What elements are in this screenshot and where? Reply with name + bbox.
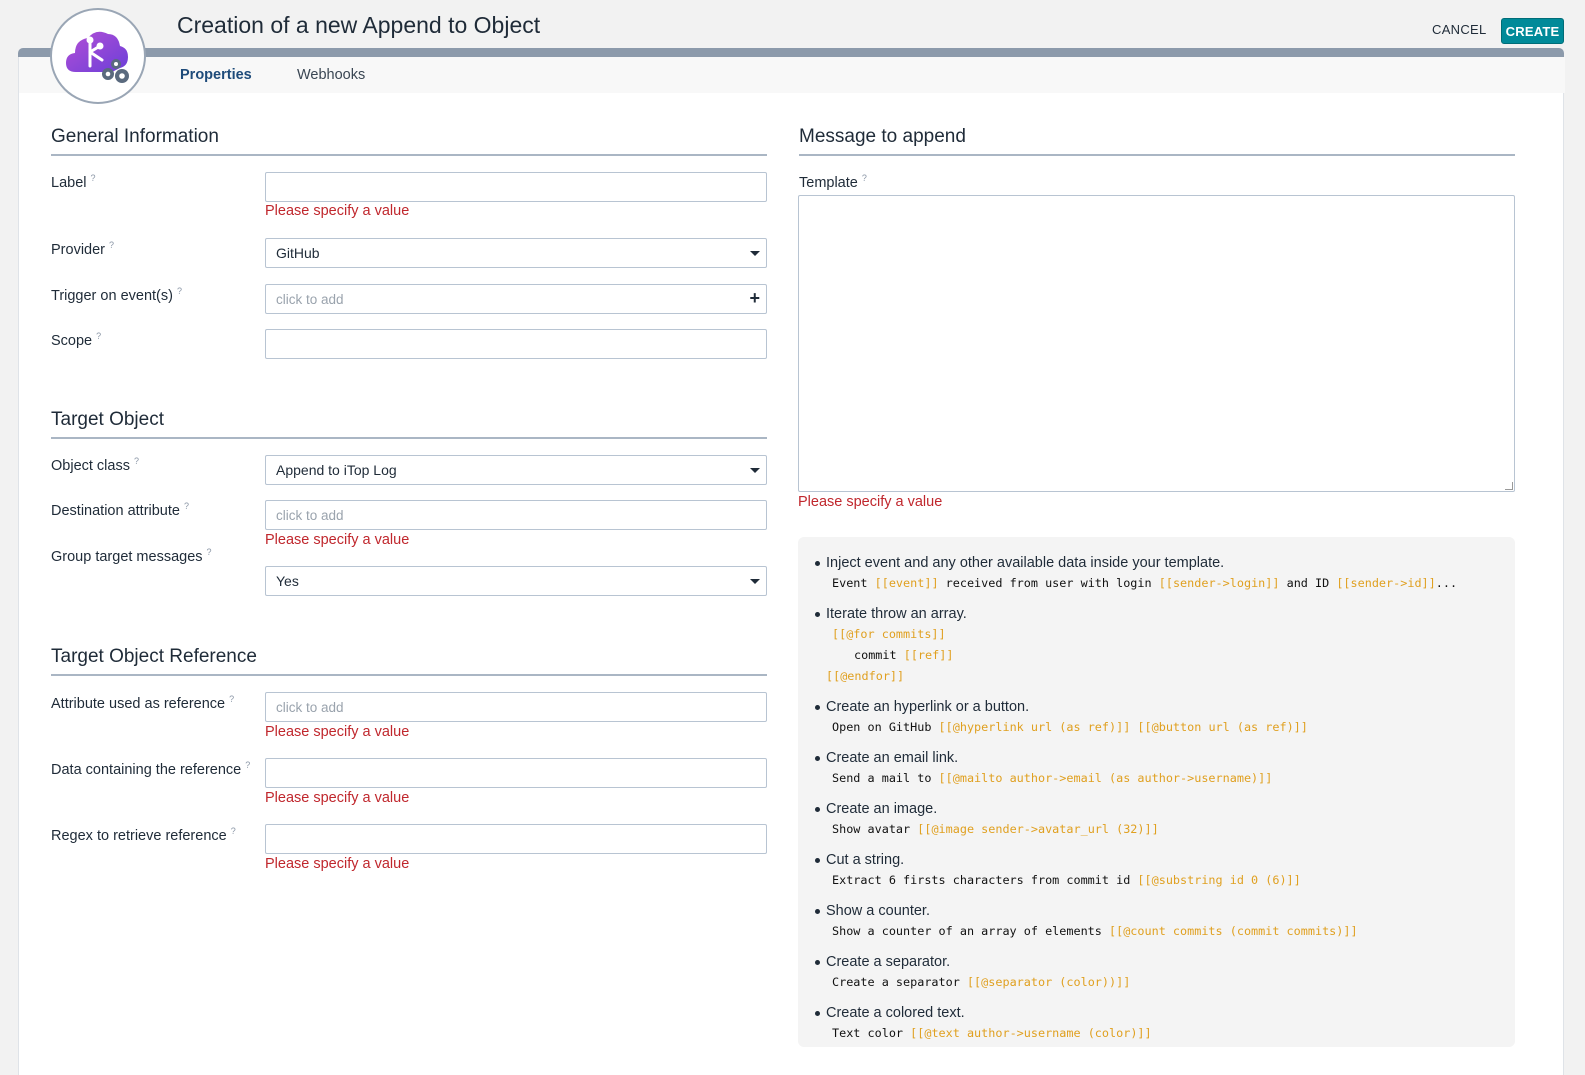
- template-help-box: [798, 537, 1515, 1047]
- cloud-gears-icon: [52, 10, 144, 102]
- top-bar: [0, 0, 1585, 48]
- help-icon[interactable]: ?: [109, 240, 115, 250]
- help-code: Text color [[@text author->username (color)]]: [832, 1026, 1152, 1040]
- trigger-label: Trigger on event(s) ?: [51, 286, 182, 304]
- help-icon[interactable]: ?: [133, 456, 139, 466]
- regex-label: Regex to retrieve reference ?: [51, 826, 236, 844]
- help-item: [812, 1004, 1515, 1044]
- help-icon[interactable]: ?: [245, 760, 251, 770]
- template-label: Template ?: [799, 173, 867, 191]
- chevron-down-icon: [750, 251, 760, 256]
- label-label: Label ?: [51, 173, 96, 191]
- resize-handle[interactable]: [1505, 482, 1513, 490]
- attribute-label: Attribute used as reference ?: [51, 694, 235, 712]
- help-item-title: Create a colored text.: [826, 1005, 965, 1021]
- help-item-title: Cut a string.: [826, 852, 905, 868]
- help-code: Create a separator [[@separator (color))]]: [832, 975, 1131, 989]
- chevron-down-icon: [750, 579, 760, 584]
- section-divider: [799, 154, 1515, 156]
- help-item-title: Create an email link.: [826, 750, 959, 766]
- help-code: [[@endfor]]: [826, 669, 905, 683]
- tab-properties[interactable]: Properties: [180, 67, 252, 83]
- help-item: [812, 698, 1515, 738]
- help-code: Extract 6 firsts characters from commit id [[@substring id 0 (6)]]: [832, 873, 1301, 887]
- template-error: Please specify a value: [798, 494, 943, 510]
- scope-label: Scope ?: [51, 331, 102, 349]
- help-code: Show a counter of an array of elements [[@count commits (commit commits)]]: [832, 924, 1358, 938]
- help-item-title: Create an image.: [826, 801, 938, 817]
- cancel-button[interactable]: CANCEL: [1432, 22, 1487, 37]
- help-code: [[@for commits]]: [832, 627, 946, 641]
- attribute-error: Please specify a value: [265, 724, 410, 740]
- help-code: commit [[ref]]: [854, 648, 954, 662]
- help-code: Open on GitHub [[@hyperlink url (as ref)]] [[@button url (as ref)]]: [832, 720, 1308, 734]
- help-item: [812, 749, 1515, 789]
- help-icon[interactable]: ?: [229, 694, 235, 704]
- provider-select[interactable]: GitHub: [265, 238, 767, 268]
- section-divider: [51, 674, 767, 676]
- regex-error: Please specify a value: [265, 856, 410, 872]
- help-code: Send a mail to [[@mailto author->email (as author->username)]]: [832, 771, 1273, 785]
- tab-bar: [19, 57, 1565, 93]
- provider-label: Provider ?: [51, 240, 115, 258]
- help-item: [812, 554, 1515, 594]
- group-label: Group target messages ?: [51, 547, 212, 565]
- help-item: [812, 851, 1515, 891]
- help-icon[interactable]: ?: [96, 331, 102, 341]
- help-item: [812, 902, 1515, 942]
- create-button[interactable]: CREATE: [1501, 18, 1564, 44]
- help-code: Show avatar [[@image sender->avatar_url (32)]]: [832, 822, 1159, 836]
- section-target-title: Target Object: [51, 409, 164, 430]
- scope-input[interactable]: [265, 329, 767, 359]
- app-logo: [50, 8, 146, 104]
- page-title: Creation of a new Append to Object: [177, 12, 541, 38]
- template-textarea[interactable]: [798, 195, 1515, 492]
- object-class-select[interactable]: Append to iTop Log: [265, 455, 767, 485]
- group-select[interactable]: Yes: [265, 566, 767, 596]
- label-error: Please specify a value: [265, 203, 410, 219]
- regex-input[interactable]: [265, 824, 767, 854]
- tab-webhooks[interactable]: Webhooks: [297, 67, 366, 83]
- help-icon[interactable]: ?: [90, 173, 96, 183]
- label-input[interactable]: [265, 172, 767, 202]
- help-item-title: Create an hyperlink or a button.: [826, 699, 1030, 715]
- section-reference-title: Target Object Reference: [51, 646, 257, 667]
- header-strip: [18, 48, 1564, 57]
- help-item: [812, 605, 1515, 687]
- help-icon[interactable]: ?: [183, 501, 189, 511]
- help-item: [812, 953, 1515, 993]
- destination-input[interactable]: click to add: [265, 500, 767, 530]
- section-message-title: Message to append: [799, 126, 966, 147]
- object-class-label: Object class ?: [51, 456, 139, 474]
- data-input[interactable]: [265, 758, 767, 788]
- trigger-input[interactable]: click to add +: [265, 284, 767, 314]
- help-icon[interactable]: ?: [861, 173, 867, 183]
- help-item-title: Iterate throw an array.: [826, 606, 967, 622]
- help-icon[interactable]: ?: [230, 826, 236, 836]
- plus-icon[interactable]: +: [749, 288, 760, 308]
- help-icon[interactable]: ?: [176, 286, 182, 296]
- destination-error: Please specify a value: [265, 532, 410, 548]
- destination-label: Destination attribute ?: [51, 501, 189, 519]
- chevron-down-icon: [750, 468, 760, 473]
- help-item-title: Create a separator.: [826, 954, 951, 970]
- help-icon[interactable]: ?: [206, 547, 212, 557]
- section-divider: [51, 154, 767, 156]
- attribute-input[interactable]: click to add: [265, 692, 767, 722]
- section-divider: [51, 437, 767, 439]
- help-item-title: Show a counter.: [826, 903, 930, 919]
- help-item: [812, 800, 1515, 840]
- help-item-title: Inject event and any other available data inside your template.: [826, 555, 1225, 571]
- data-error: Please specify a value: [265, 790, 410, 806]
- help-code: Event [[event]] received from user with login [[sender->login]] and ID [[sender->id]]...: [832, 576, 1458, 590]
- data-label: Data containing the reference ?: [51, 760, 251, 778]
- section-general-title: General Information: [51, 126, 219, 147]
